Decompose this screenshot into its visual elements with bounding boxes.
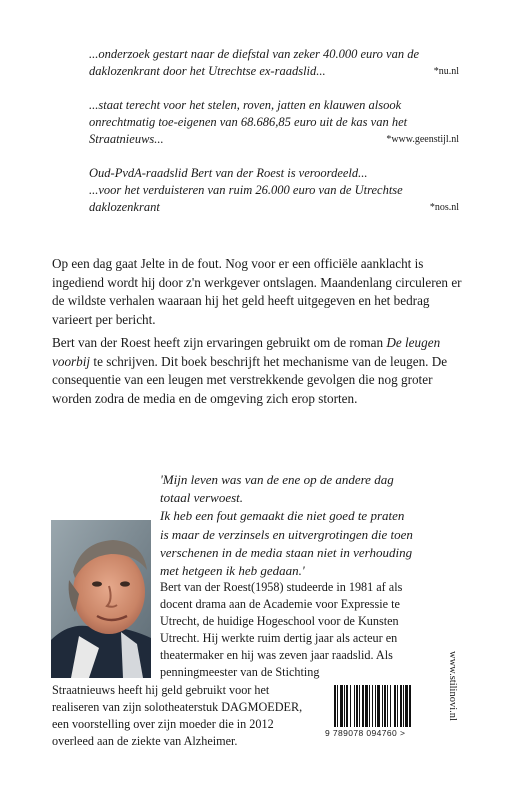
barcode-bar: [365, 685, 368, 731]
bio-line: een voorstelling over zijn moeder die in 2012: [52, 716, 274, 731]
barcode-bar: [390, 685, 391, 731]
press-quote-nu: [89, 46, 459, 80]
novel-title: De leugen voorbij: [52, 335, 441, 369]
barcode-bar: [394, 685, 396, 731]
barcode-bar: [362, 685, 364, 731]
barcode-bar: [340, 685, 343, 731]
publisher-website: www.stilinovi.nl: [447, 651, 458, 721]
bio-line: realiseren van zijn solotheaterstuk DAGMOEDER,: [52, 699, 303, 714]
barcode-bar: [405, 685, 408, 731]
quote-line: ...staat terecht voor het stelen, roven, jatten en klauwen alsook: [89, 98, 402, 112]
quote-line: Oud-PvdA-raadslid Bert van der Roest is veroordeeld...: [89, 166, 368, 180]
bio-line: theatermaker en hij was zeven jaar raadslid. Als: [160, 648, 393, 663]
para2-after: te schrijven. Dit boek beschrijft het mechanisme van de leugen. De consequentie van een leugen met verstrekkende gevolgen die nog groter worden zodra de media en de omgeving zich erop storten.: [52, 353, 448, 407]
bio-line: penningmeester van de Stichting: [160, 665, 320, 680]
barcode-bar: [356, 685, 358, 731]
quote-source: *nu.nl: [433, 66, 459, 77]
synopsis-paragraph-2: [52, 334, 462, 409]
barcode-bar: [384, 685, 386, 731]
quote-line: onrechtmatig toe-eigenen van 68.686,85 euro uit de kas van het: [89, 115, 408, 129]
quote-line: Straatnieuws...: [89, 132, 164, 146]
pullquote-line: verschenen in de media staan niet in verhouding: [160, 544, 413, 560]
para2-before: Bert van der Roest heeft zijn ervaringen gebruikt om de roman: [52, 335, 384, 350]
quote-line: daklozenkrant: [89, 200, 160, 214]
quote-source: *www.geenstijl.nl: [386, 134, 459, 145]
pullquote-line: is maar de verzinsels en uitvergrotingen die toen: [160, 526, 413, 542]
barcode-bar: [337, 685, 338, 731]
barcode-bar: [372, 685, 373, 731]
pullquote-line: 'Mijn leven was van de ene op de andere dag: [160, 472, 394, 487]
bio-line: overleed aan de ziekte van Alzheimer.: [52, 733, 238, 748]
barcode-bar: [350, 685, 351, 731]
barcode-bar: [387, 685, 388, 731]
pullquote-line: Ik heb een fout gemaakt die niet goed te praten: [160, 508, 405, 524]
bio-line: Bert van der Roest(1958) studeerde in 1981 af als: [160, 580, 403, 594]
barcode-bar: [359, 685, 360, 731]
press-quote-geenstijl: [89, 97, 459, 148]
bio-line: Utrecht, de huidige Hogeschool voor de Kunsten: [160, 614, 399, 629]
barcode-bar: [382, 685, 383, 731]
bio-line: docent drama aan de Academie voor Expressie te: [160, 597, 400, 612]
author-pull-quote: [160, 471, 480, 580]
quote-line: ...onderzoek gestart naar de diefstal van zeker 40.000 euro van de: [89, 47, 420, 61]
barcode-bar: [354, 685, 355, 731]
bio-line: Utrecht. Hij werkte ruim dertig jaar als acteur en: [160, 631, 398, 646]
quote-source: *nos.nl: [429, 202, 459, 213]
barcode-bar: [369, 685, 370, 731]
barcode-bar: [377, 685, 380, 731]
synopsis-paragraph-1: Op een dag gaat Jelte in de fout. Nog voor er een officiële aanklacht is ingediend wordt hij door z'n werkgever ontslagen. Maandenlang circuleren er de wildste verhalen waaraan hij het geld heeft uitgegeven en het bedrag varieert per bericht.: [52, 256, 462, 328]
barcode-bar: [344, 685, 345, 731]
pullquote-line: met hetgeen ik heb gedaan.': [160, 563, 305, 579]
barcode-bar: [375, 685, 376, 731]
press-quote-nos: [89, 165, 459, 216]
barcode-bar: [403, 685, 404, 731]
pullquote-line: totaal verwoest.: [160, 490, 244, 506]
barcode-bar: [397, 685, 398, 731]
press-quotes: [89, 46, 459, 233]
barcode-bar: [334, 685, 336, 731]
isbn-number: 9 789078 094760 >: [325, 727, 435, 738]
quote-line: ...voor het verduisteren van ruim 26.000 euro van de Utrechtse: [89, 183, 403, 197]
quote-line: daklozenkrant door het Utrechtse ex-raadslid...: [89, 64, 326, 78]
bio-line: Straatnieuws heeft hij geld gebruikt voor het: [52, 682, 270, 697]
barcode-bar: [400, 685, 402, 731]
barcode-bar: [409, 685, 411, 731]
barcode-bar: [346, 685, 348, 731]
